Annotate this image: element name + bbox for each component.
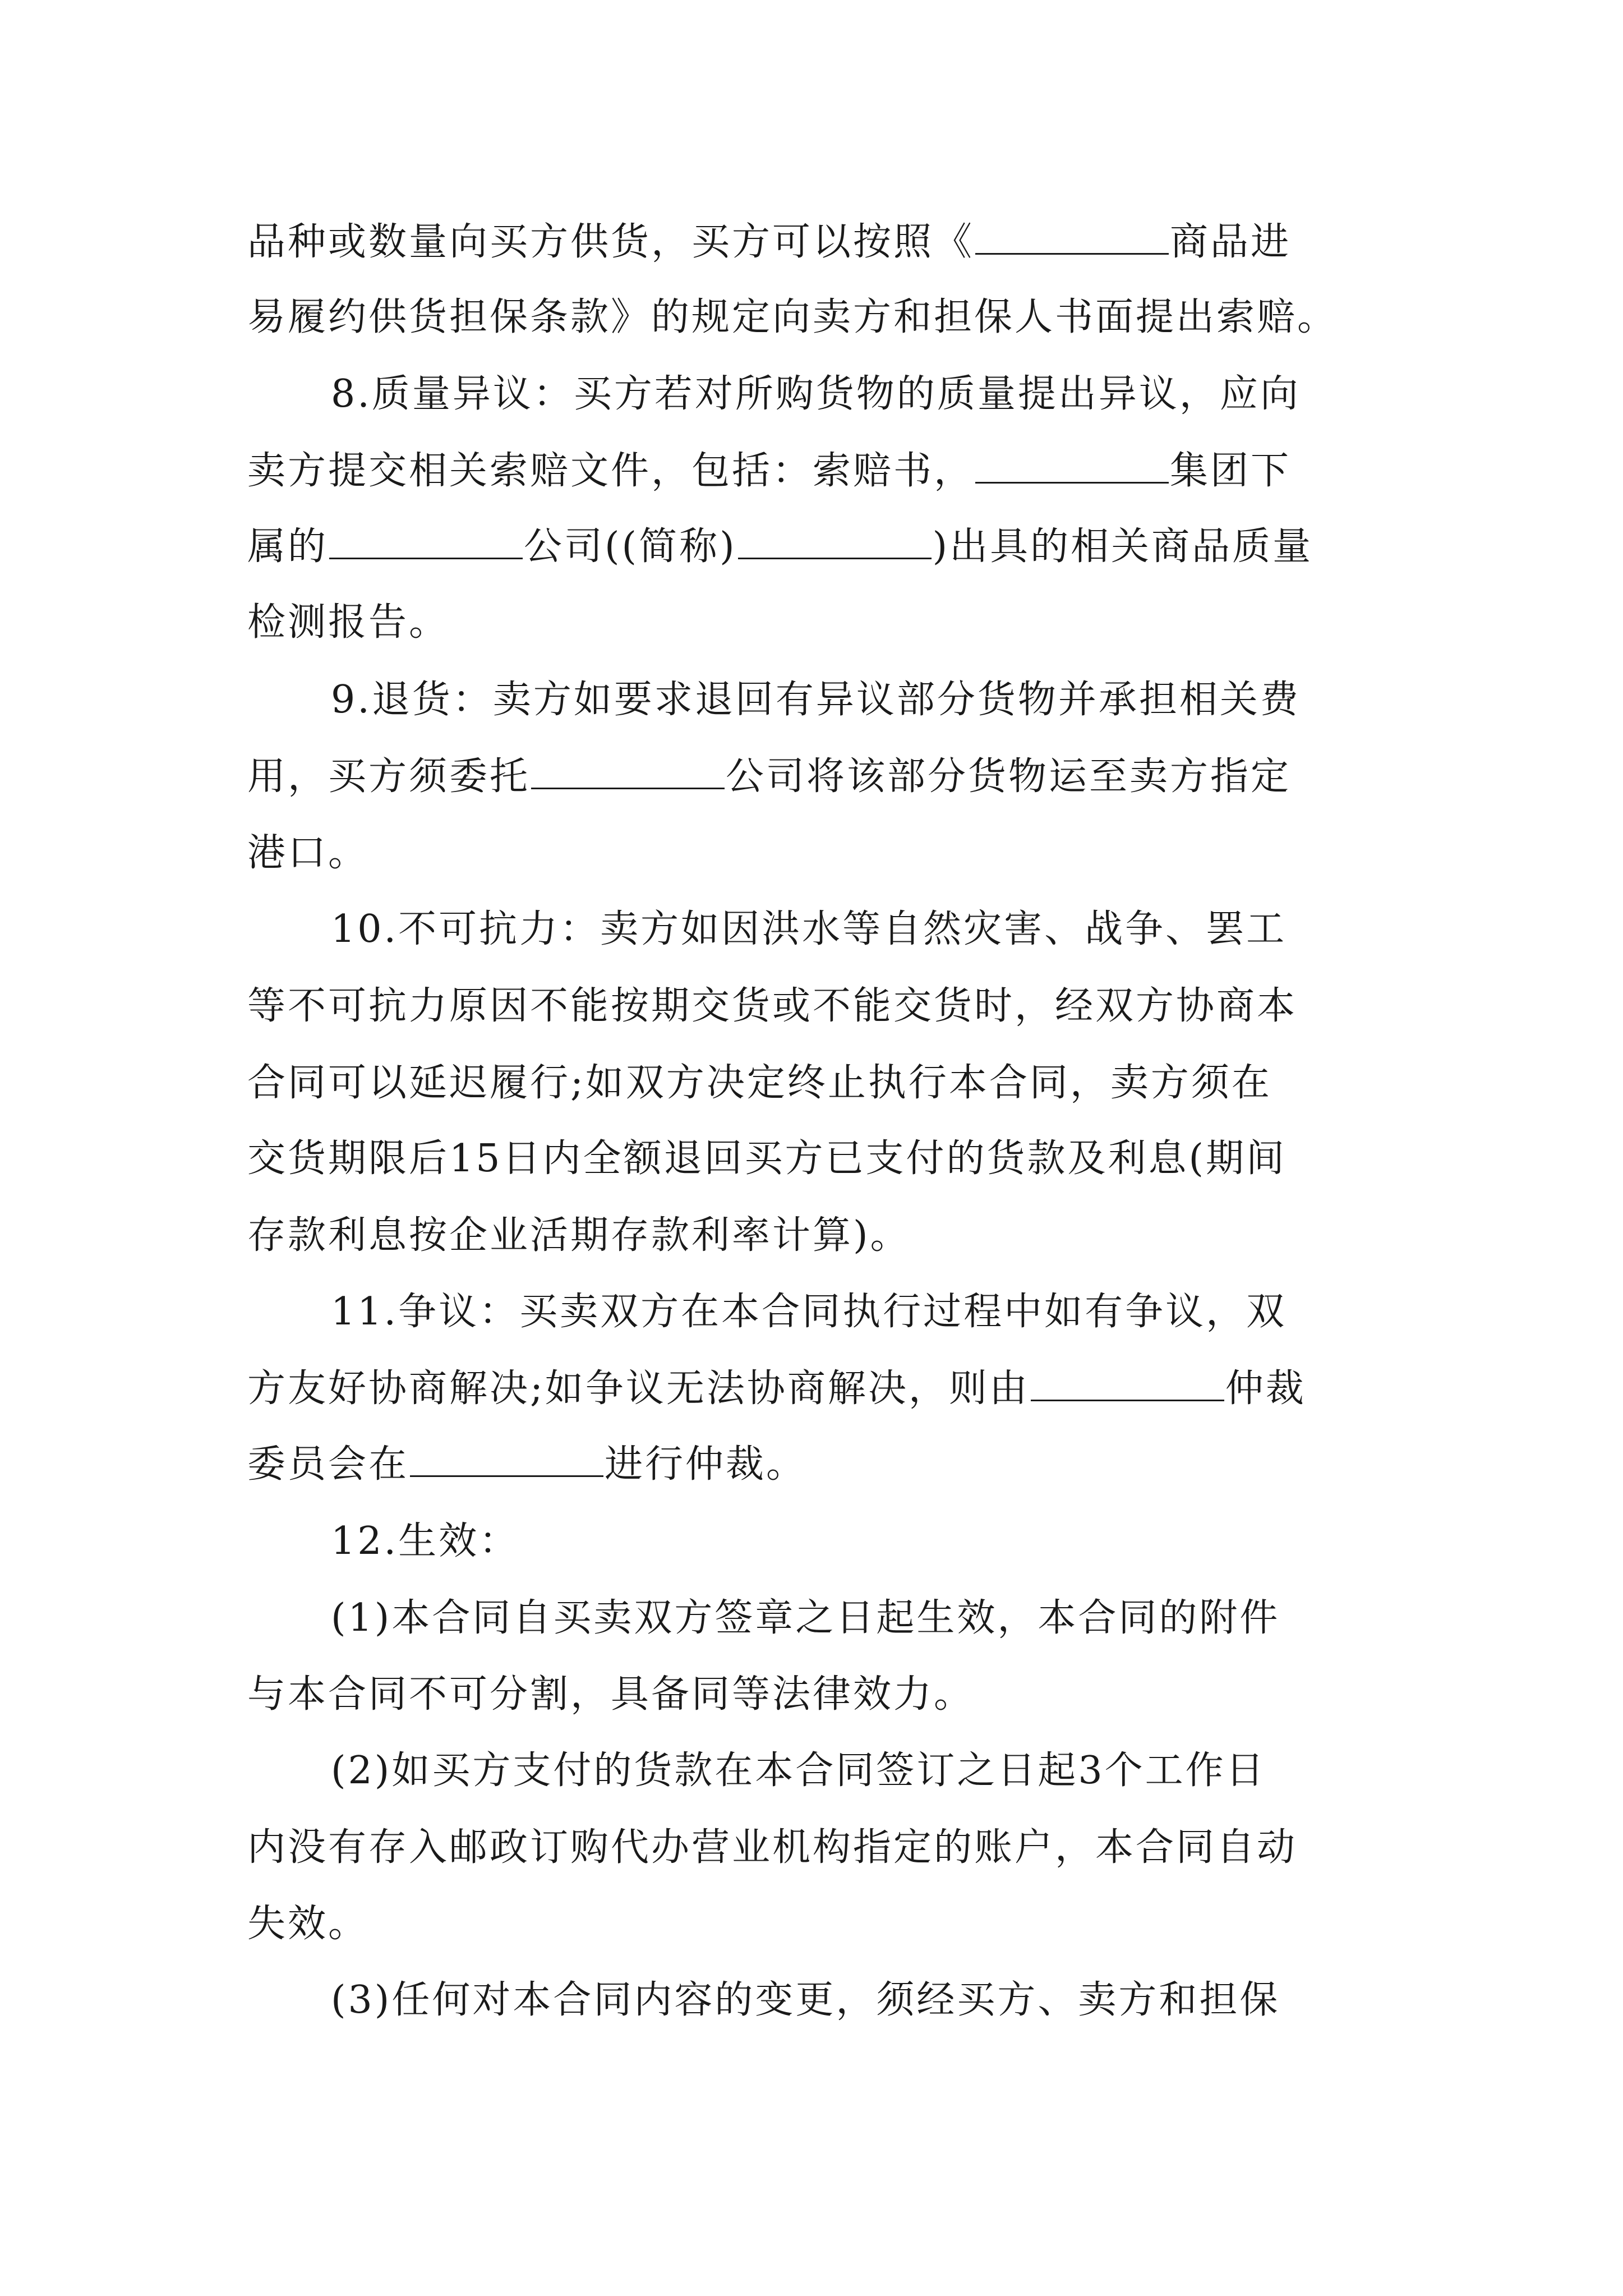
text-segment: 公司将该部分货物运至卖方指定 [726, 754, 1292, 799]
fill-in-blank [329, 524, 523, 559]
text-line [247, 1058, 1272, 1108]
text-segment: 11.争议：买卖双方在本合同执行过程中如有争议，双 [331, 1290, 1287, 1334]
text-line [247, 1439, 806, 1490]
text-segment: 失效。 [247, 1902, 369, 1946]
text-line [247, 217, 1291, 268]
sub-clause-2 [331, 1746, 1266, 1796]
text-segment: 品种或数量向买方供货，买方可以按照《 [247, 220, 975, 264]
fill-in-blank [1031, 1366, 1224, 1401]
text-segment: 集团下 [1170, 449, 1292, 493]
text-line [247, 597, 449, 648]
text-segment: 属的 [247, 524, 329, 569]
text-line [247, 1134, 1287, 1184]
text-segment: )出具的相关商品质量 [932, 524, 1313, 569]
text-line [247, 828, 368, 878]
text-segment: 合同可以延迟履行;如双方决定终止执行本合同，卖方须在 [247, 1061, 1272, 1105]
text-segment: 卖方提交相关索赔文件，包括：索赔书， [247, 449, 975, 493]
fill-in-blank [975, 219, 1169, 255]
text-segment: 进行仲裁。 [605, 1442, 807, 1487]
text-segment: (1)本合同自买卖双方签章之日起生效，本合同的附件 [331, 1596, 1280, 1640]
text-segment: 内没有存入邮政订购代办营业机构指定的账户，本合同自动 [247, 1825, 1298, 1870]
text-segment: 检测报告。 [247, 600, 450, 645]
clause-heading-9 [331, 675, 1301, 725]
text-segment: (3)任何对本合同内容的变更，须经买方、卖方和担保 [331, 1978, 1280, 2022]
text-segment: 方友好协商解决;如争议无法协商解决，则由 [247, 1366, 1030, 1411]
text-segment: 8.质量异议：买方若对所购货物的质量提出异议，应向 [331, 372, 1301, 416]
sub-clause-3 [331, 1975, 1280, 2026]
clause-heading-10 [331, 904, 1287, 955]
text-line [247, 1211, 911, 1261]
fill-in-blank [531, 754, 725, 789]
text-segment: (2)如买方支付的货款在本合同签订之日起3个工作日 [331, 1749, 1266, 1793]
text-segment: 委员会在 [247, 1442, 409, 1487]
clause-heading-11 [331, 1287, 1287, 1337]
fill-in-blank [975, 448, 1169, 484]
text-line [247, 292, 1338, 343]
text-line [247, 446, 1291, 496]
text-segment: 仲裁 [1225, 1366, 1306, 1411]
sub-clause-1 [331, 1593, 1280, 1644]
text-segment: 公司((简称) [524, 524, 737, 569]
text-segment: 等不可抗力原因不能按期交货或不能交货时，经双方协商本 [247, 984, 1298, 1028]
text-segment: 9.退货：卖方如要求退回有异议部分货物并承担相关费 [331, 678, 1301, 722]
text-segment: 存款利息按企业活期存款利率计算)。 [247, 1213, 911, 1258]
fill-in-blank [410, 1442, 603, 1477]
fill-in-blank [738, 524, 932, 559]
text-segment: 用，买方须委托 [247, 754, 531, 799]
text-line [247, 981, 1297, 1032]
text-segment: 与本合同不可分割，具备同等法律效力。 [247, 1672, 975, 1717]
text-line [247, 1364, 1306, 1414]
text-segment: 商品进 [1170, 220, 1292, 264]
text-line [247, 1899, 368, 1949]
text-segment: 12.生效： [331, 1519, 520, 1563]
text-line [247, 752, 1291, 802]
clause-heading-8 [331, 369, 1301, 420]
clause-heading-12 [331, 1516, 519, 1567]
text-segment: 港口。 [247, 831, 369, 875]
text-line [247, 1823, 1297, 1873]
text-line [247, 1669, 974, 1720]
text-segment: 交货期限后15日内全额退回买方已支付的货款及利息(期间 [247, 1137, 1287, 1181]
text-line [247, 522, 1313, 572]
text-segment: 10.不可抗力：卖方如因洪水等自然灾害、战争、罢工 [331, 907, 1287, 951]
text-segment: 易履约供货担保条款》的规定向卖方和担保人书面提出索赔。 [247, 295, 1338, 339]
